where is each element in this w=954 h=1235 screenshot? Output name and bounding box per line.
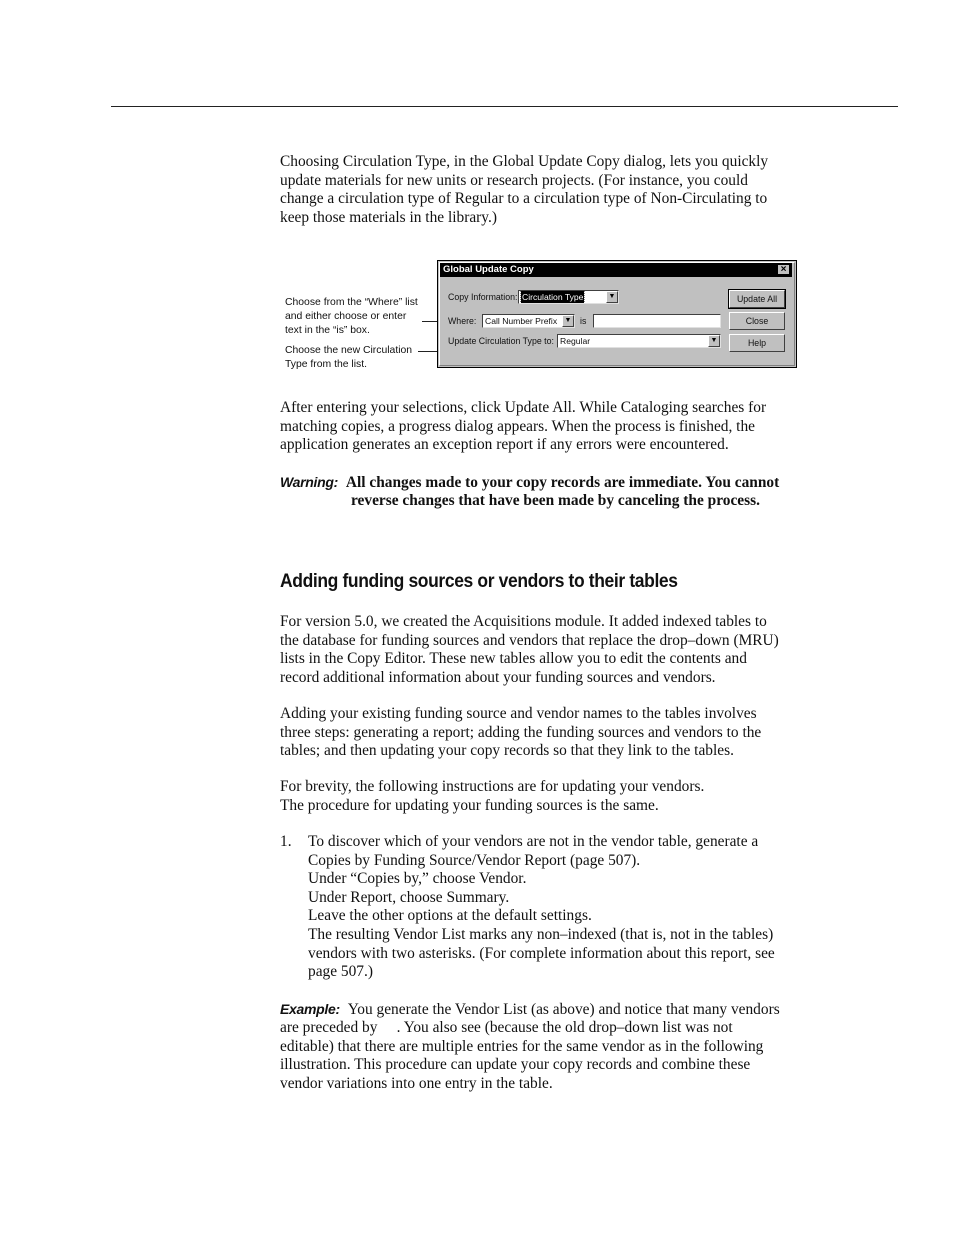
where-label: Where:	[448, 316, 477, 326]
para-line: For brevity, the following instructions are for updating your vendors.	[280, 778, 705, 795]
step-line: Leave the other options at the default settings.	[308, 907, 592, 925]
update-circulation-type-label: Update Circulation Type to:	[448, 336, 554, 346]
step-line: Copies by Funding Source/Vendor Report (page 507).	[308, 851, 641, 869]
where-select[interactable]	[482, 314, 575, 328]
after-line: application generates an exception report if any errors were encountered.	[280, 436, 729, 454]
step-line: Under Report, choose Summary.	[308, 888, 510, 906]
para-line: the database for funding sources and vendors that replace the drop–down (MRU)	[280, 631, 779, 649]
para-line: record additional information about your funding sources and vendors.	[280, 668, 716, 686]
para-line: tables; and then updating your copy records so that they link to the tables.	[280, 742, 734, 760]
para-line: The procedure for updating your funding sources is the same.	[280, 796, 659, 814]
callout-line: Type from the list.	[285, 359, 367, 370]
close-icon[interactable]: ×	[777, 264, 790, 275]
step-line: page 507.)	[308, 963, 373, 981]
intro-line: change a circulation type of Regular to a circulation type of Non-Circulating to	[280, 190, 768, 208]
example-line: illustration. This procedure can update your copy records and combine these	[280, 1056, 751, 1074]
after-line: After entering your selections, click Update All. While Cataloging searches for	[280, 399, 767, 416]
chevron-down-icon[interactable]: ▼	[708, 335, 720, 347]
para-line: three steps: generating a report; adding the funding sources and vendors to the	[280, 723, 762, 741]
update-circulation-type-value: Regular	[560, 336, 591, 346]
example-line: vendor variations into one entry in the table.	[280, 1074, 553, 1092]
copy-information-label: Copy Information:	[448, 292, 518, 302]
warning-line-2: reverse changes that have been made by canceling the process.	[351, 492, 760, 509]
para-line: lists in the Copy Editor. These new tables allow you to edit the contents and	[280, 650, 747, 668]
example-line: editable) that there are multiple entries for the same vendor as in the following	[280, 1037, 764, 1055]
para-line: Adding your existing funding source and vendor names to the tables involves	[280, 705, 757, 722]
dialog-titlebar[interactable]	[440, 263, 792, 277]
callout-where	[285, 296, 418, 338]
chevron-down-icon[interactable]: ▼	[562, 315, 574, 327]
example-line: are preceded by . You also see (because the old drop–down list was not	[280, 1019, 733, 1036]
intro-line: update materials for new units or research projects. (For instance, you could	[280, 171, 748, 189]
intro-line: keep those materials in the library.)	[280, 208, 497, 226]
close-button[interactable]: Close	[729, 312, 785, 330]
step-line: To discover which of your vendors are not in the vendor table, generate a	[308, 833, 759, 850]
step-number: 1.	[280, 833, 292, 850]
section-heading: Adding funding sources or vendors to their tables	[280, 571, 678, 592]
dialog-title: Global Update Copy	[443, 264, 534, 275]
is-input[interactable]	[593, 314, 721, 328]
copy-information-value: Circulation Type	[522, 292, 584, 302]
global-update-copy-dialog	[437, 260, 797, 368]
acquisitions-paragraph	[280, 613, 850, 687]
example-first-line	[280, 1000, 780, 1020]
example-label: Example:	[280, 1001, 340, 1017]
step-1-list-item	[308, 833, 848, 982]
example-paragraph	[280, 1019, 850, 1093]
step-line: The resulting Vendor List marks any non–indexed (that is, not in the tables)	[308, 925, 774, 943]
step-line: Under “Copies by,” choose Vendor.	[308, 870, 527, 888]
callout-line: Choose from the “Where” list	[285, 297, 418, 308]
steps-paragraph	[280, 705, 850, 761]
callout-line: and either choose or enter	[285, 311, 407, 322]
copy-information-select[interactable]	[518, 290, 619, 304]
intro-paragraph	[280, 153, 850, 227]
where-value: Call Number Prefix	[485, 316, 558, 326]
step-line: vendors with two asterisks. (For complete information about this report, see	[308, 944, 775, 962]
chevron-down-icon[interactable]: ▼	[606, 291, 618, 303]
intro-line: Choosing Circulation Type, in the Global Update Copy dialog, lets you quickly	[280, 153, 769, 170]
header-rule	[111, 106, 898, 107]
warning-line-1: All changes made to your copy records are immediate. You cannot	[345, 474, 780, 491]
after-paragraph	[280, 399, 850, 455]
update-circulation-type-select[interactable]	[557, 334, 721, 348]
help-button[interactable]: Help	[729, 334, 785, 352]
brevity-paragraph	[280, 778, 850, 815]
warning-note	[280, 473, 779, 493]
update-all-button[interactable]: Update All	[729, 290, 785, 308]
warning-label: Warning:	[280, 474, 339, 490]
example-line: You generate the Vendor List (as above) and notice that many vendors	[347, 1001, 780, 1018]
callout-line: text in the “is” box.	[285, 325, 370, 336]
after-line: matching copies, a progress dialog appears. When the process is finished, the	[280, 417, 755, 435]
is-label: is	[580, 316, 587, 326]
callout-line: Choose the new Circulation	[285, 345, 413, 356]
para-line: For version 5.0, we created the Acquisitions module. It added indexed tables to	[280, 613, 767, 630]
callout-circ	[285, 344, 412, 372]
